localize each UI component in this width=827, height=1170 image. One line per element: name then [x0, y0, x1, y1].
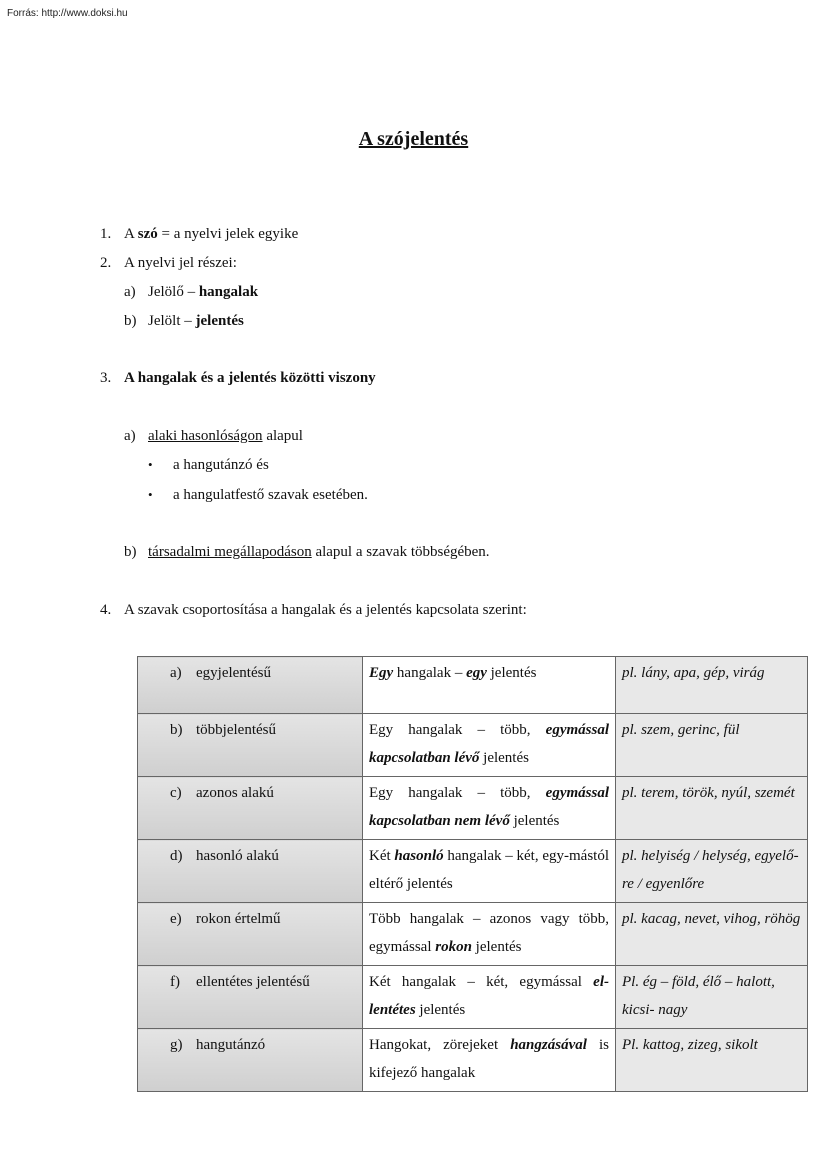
table-row [138, 903, 808, 966]
example-cell: pl. lány, apa, gép, virág [616, 657, 808, 714]
type-cell: e) rokon értelmű [138, 903, 363, 966]
item-text: Jelölt – jelentés [148, 313, 244, 329]
item-number: 4. [100, 602, 112, 618]
item-letter: a) [124, 284, 136, 300]
table-row [138, 1029, 808, 1092]
description-cell: Egy hangalak – több, egymással kapcsolatban lévő jelentés [363, 714, 616, 777]
description-cell: Két hangalak – két, egymással el-lentétes jelentés [363, 966, 616, 1029]
item-heading: A hangalak és a jelentés közötti viszony [124, 370, 376, 386]
table-row [138, 966, 808, 1029]
example-cell: Pl. kattog, zizeg, sikolt [616, 1029, 808, 1092]
item-text: A nyelvi jel részei: [124, 255, 237, 271]
type-cell: g) hangutánzó [138, 1029, 363, 1092]
example-cell: Pl. ég – föld, élő – halott, kicsi- nagy [616, 966, 808, 1029]
example-cell: pl. szem, gerinc, fül [616, 714, 808, 777]
example-cell: pl. kacag, nevet, vihog, röhög [616, 903, 808, 966]
description-cell: Egy hangalak – egy jelentés [363, 657, 616, 714]
item-number: 3. [100, 370, 112, 386]
table-row [138, 657, 808, 714]
table-row [138, 714, 808, 777]
item-text: a hangulatfestő szavak esetében. [173, 487, 368, 503]
type-cell: b) többjelentésű [138, 714, 363, 777]
item-text: A szó = a nyelvi jelek egyike [124, 226, 299, 242]
bullet-icon: • [148, 487, 153, 502]
item-letter: b) [124, 313, 137, 329]
item-letter: b) [124, 544, 137, 560]
bullet-icon: • [148, 457, 153, 472]
item-text: Jelölő – hangalak [148, 284, 259, 300]
type-cell: d) hasonló alakú [138, 840, 363, 903]
item-text: alaki hasonlóságon alapul [148, 428, 303, 444]
word-groups-table [137, 656, 808, 1092]
description-cell: Egy hangalak – több, egymással kapcsolatban nem lévő jelentés [363, 777, 616, 840]
item-letter: a) [124, 428, 136, 444]
item-text: társadalmi megállapodáson alapul a szavak többségében. [148, 544, 490, 560]
item-text: A szavak csoportosítása a hangalak és a jelentés kapcsolata szerint: [124, 602, 527, 618]
type-cell: f) ellentétes jelentésű [138, 966, 363, 1029]
item-text: a hangutánzó és [173, 457, 269, 473]
table-row [138, 777, 808, 840]
description-cell: Két hasonló hangalak – két, egy-mástól eltérő jelentés [363, 840, 616, 903]
source-note: Forrás: http://www.doksi.hu [7, 8, 128, 19]
type-cell: a) egyjelentésű [138, 657, 363, 714]
item-number: 1. [100, 226, 112, 242]
example-cell: pl. helyiség / helység, egyelő-re / egyenlőre [616, 840, 808, 903]
item-number: 2. [100, 255, 112, 271]
description-cell: Hangokat, zörejeket hangzásával is kifejező hangalak [363, 1029, 616, 1092]
example-cell: pl. terem, török, nyúl, szemét [616, 777, 808, 840]
type-cell: c) azonos alakú [138, 777, 363, 840]
page-title: A szójelentés [358, 128, 469, 150]
description-cell: Több hangalak – azonos vagy több, egymással rokon jelentés [363, 903, 616, 966]
table-row [138, 840, 808, 903]
